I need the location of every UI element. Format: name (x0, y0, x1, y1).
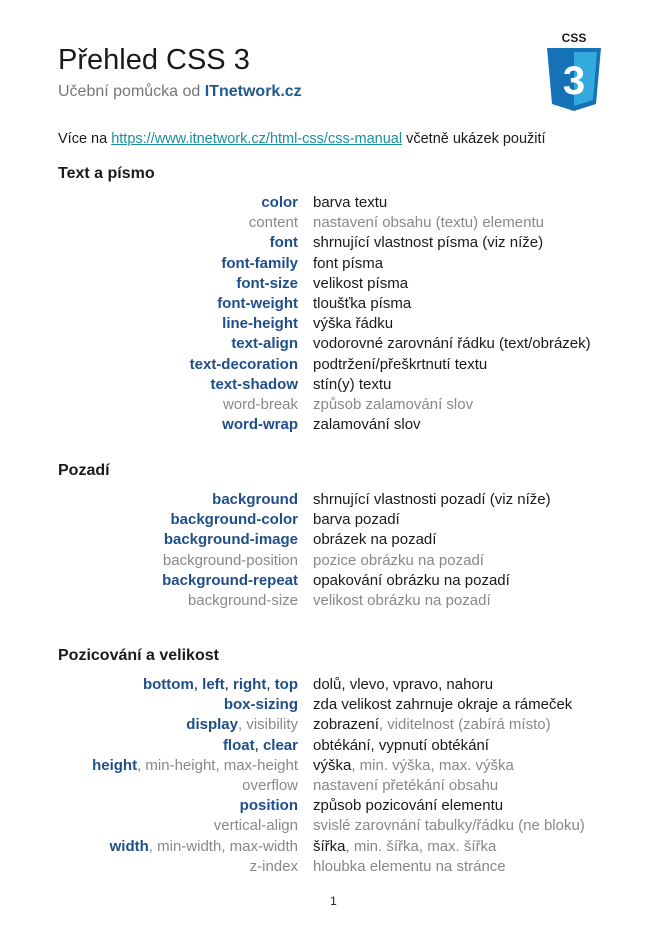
property-description (313, 715, 551, 735)
description-token: stín(y) textu (313, 375, 392, 393)
table-row (0, 857, 667, 877)
description-token: pozice obrázku na pozadí (313, 551, 484, 569)
property-token: width (109, 837, 149, 855)
property-token: word-wrap (222, 416, 298, 434)
manual-link[interactable]: https://www.itnetwork.cz/html-css/css-manual (111, 131, 403, 147)
table-row (0, 837, 667, 857)
property-token: clear (262, 736, 298, 754)
description-token: výška řádku (313, 315, 394, 333)
page-number: 1 (330, 894, 337, 908)
property-token: , min-width, max-width (148, 837, 298, 855)
property-name (250, 857, 298, 877)
property-list-position (0, 675, 667, 877)
property-name (222, 314, 298, 334)
description-token: dolů, vlevo, vpravo, nahoru (313, 676, 494, 693)
description-token: šířka (313, 837, 346, 855)
table-row (0, 415, 667, 435)
table-row (0, 193, 667, 213)
property-token: text-shadow (210, 375, 298, 393)
table-row (0, 796, 667, 816)
property-token: font (269, 234, 298, 252)
property-name (110, 837, 298, 857)
property-name (261, 193, 298, 213)
property-token: height (92, 756, 138, 774)
property-name (231, 334, 298, 354)
property-token: top (274, 676, 298, 693)
property-description (313, 415, 421, 435)
table-row (0, 776, 667, 796)
property-name (223, 736, 298, 756)
property-description (313, 776, 498, 796)
description-token: zalamování slov (313, 416, 421, 434)
property-name (143, 675, 298, 695)
table-row (0, 736, 667, 756)
description-token: nastavení obsahu (textu) elementu (313, 214, 544, 232)
intro-suffix: včetně ukázek použití (402, 131, 546, 147)
description-token: způsob zalamování slov (313, 395, 474, 413)
property-token: background-repeat (162, 571, 298, 589)
description-token: nastavení přetékání obsahu (313, 776, 499, 794)
property-name (163, 551, 298, 571)
description-token: zda velikost zahrnuje okraje a rámeček (313, 696, 573, 714)
property-token: , visibility (237, 716, 298, 734)
property-description (313, 695, 572, 715)
table-row (0, 395, 667, 415)
brand-name: ITnetwork.cz (204, 83, 302, 100)
property-description (313, 530, 436, 550)
property-token: bottom (142, 676, 194, 693)
property-description (313, 274, 408, 294)
table-row (0, 490, 667, 510)
subtitle-prefix: Učební pomůcka od (58, 83, 205, 100)
property-description (313, 395, 473, 415)
table-row (0, 571, 667, 591)
property-name (186, 715, 298, 735)
property-name (162, 571, 298, 591)
property-token: right (233, 676, 267, 693)
property-name (210, 375, 298, 395)
property-token: font-weight (217, 294, 298, 312)
property-name (240, 796, 298, 816)
table-row (0, 510, 667, 530)
table-row (0, 274, 667, 294)
table-row (0, 695, 667, 715)
description-token: hloubka elementu na stránce (313, 857, 506, 875)
property-name (223, 395, 298, 415)
property-token: background (212, 491, 298, 508)
property-description (313, 355, 487, 375)
table-row (0, 530, 667, 550)
property-token: background-image (163, 531, 298, 549)
property-name (242, 776, 298, 796)
section-title-background: Pozadí (58, 462, 110, 479)
property-description (313, 254, 383, 274)
intro-prefix: Více na (58, 131, 112, 147)
description-token: podtržení/přeškrtnutí textu (313, 355, 488, 373)
property-description (313, 591, 491, 611)
description-token: font písma (313, 254, 384, 272)
description-token: barva pozadí (313, 511, 400, 529)
description-token: vodorovné zarovnání řádku (text/obrázek) (313, 335, 591, 353)
description-token: způsob pozicování elementu (313, 797, 504, 815)
property-token: font-family (221, 254, 298, 272)
table-row (0, 254, 667, 274)
property-list-background (0, 490, 667, 611)
property-description (313, 375, 391, 395)
property-name (217, 294, 298, 314)
property-name (249, 213, 298, 233)
property-token: float (222, 736, 255, 754)
property-token: , (254, 736, 263, 754)
description-token: obtékání, vypnutí obtékání (313, 736, 489, 754)
intro-line (58, 131, 546, 147)
property-description (313, 510, 400, 530)
property-description (313, 756, 514, 776)
table-row (0, 334, 667, 354)
page-title: Přehled CSS 3 (58, 44, 250, 76)
property-description (313, 571, 510, 591)
table-row (0, 233, 667, 253)
property-description (313, 233, 543, 253)
logo-text: CSS (561, 31, 587, 45)
property-description (313, 857, 506, 877)
property-name (188, 591, 298, 611)
table-row (0, 375, 667, 395)
table-row (0, 715, 667, 735)
property-token: , (224, 676, 233, 693)
property-token: , min-height, max-height (137, 756, 298, 774)
table-row (0, 213, 667, 233)
property-list-text (0, 193, 667, 435)
property-token: text-align (231, 335, 298, 353)
description-token: barva textu (313, 194, 388, 211)
property-name (270, 233, 298, 253)
description-token: shrnující vlastnosti pozadí (viz níže) (313, 491, 551, 508)
description-token: svislé zarovnání tabulky/řádku (ne bloku) (313, 817, 585, 835)
property-description (313, 334, 591, 354)
property-name (212, 490, 298, 510)
property-name (92, 756, 298, 776)
table-row (0, 756, 667, 776)
property-token: background-color (170, 511, 298, 529)
property-token: , (193, 676, 203, 693)
property-name (190, 355, 298, 375)
property-token: content (248, 214, 298, 232)
css3-logo (545, 30, 603, 112)
logo-numeral: 3 (562, 59, 586, 103)
property-token: color (261, 194, 298, 211)
property-name (222, 415, 298, 435)
property-description (313, 490, 551, 510)
property-token: , (266, 676, 275, 693)
property-token: word-break (222, 395, 298, 413)
property-description (313, 736, 489, 756)
section-title-text: Text a písmo (58, 165, 155, 182)
property-description (313, 837, 496, 857)
description-token: zobrazení (313, 716, 379, 734)
section-title-position: Pozicování a velikost (58, 647, 219, 664)
property-token: line-height (222, 315, 298, 333)
property-name (170, 510, 298, 530)
table-row (0, 816, 667, 836)
property-token: overflow (242, 776, 298, 794)
description-token: velikost písma (313, 274, 409, 292)
table-row (0, 551, 667, 571)
property-description (313, 796, 503, 816)
description-token: výška (313, 756, 352, 774)
property-token: position (239, 797, 298, 815)
property-token: box-sizing (223, 696, 298, 714)
description-token: , viditelnost (zabírá místo) (378, 716, 551, 734)
property-description (313, 193, 387, 213)
property-description (313, 213, 544, 233)
subtitle (58, 83, 302, 101)
table-row (0, 591, 667, 611)
property-description (313, 551, 484, 571)
property-token: z-index (249, 857, 298, 875)
property-name (164, 530, 298, 550)
description-token: shrnující vlastnost písma (viz níže) (313, 234, 544, 252)
property-description (313, 314, 393, 334)
property-name (236, 274, 298, 294)
description-token: opakování obrázku na pozadí (313, 571, 510, 589)
property-name (221, 254, 298, 274)
property-token: background-position (162, 551, 298, 569)
property-token: background-size (187, 591, 298, 609)
description-token: tloušťka písma (313, 294, 412, 312)
property-token: vertical-align (213, 817, 298, 835)
table-row (0, 355, 667, 375)
property-description (313, 816, 585, 836)
property-name (214, 816, 298, 836)
table-row (0, 314, 667, 334)
property-name (224, 695, 298, 715)
description-token: , min. výška, max. výška (351, 756, 514, 774)
property-description (313, 675, 493, 695)
description-token: , min. šířka, max. šířka (345, 837, 497, 855)
description-token: obrázek na pozadí (313, 531, 437, 549)
table-row (0, 294, 667, 314)
property-token: text-decoration (189, 355, 298, 373)
property-description (313, 294, 411, 314)
table-row (0, 675, 667, 695)
description-token: velikost obrázku na pozadí (313, 591, 491, 609)
property-token: left (202, 676, 225, 693)
property-token: display (186, 716, 238, 734)
property-token: font-size (236, 274, 298, 292)
